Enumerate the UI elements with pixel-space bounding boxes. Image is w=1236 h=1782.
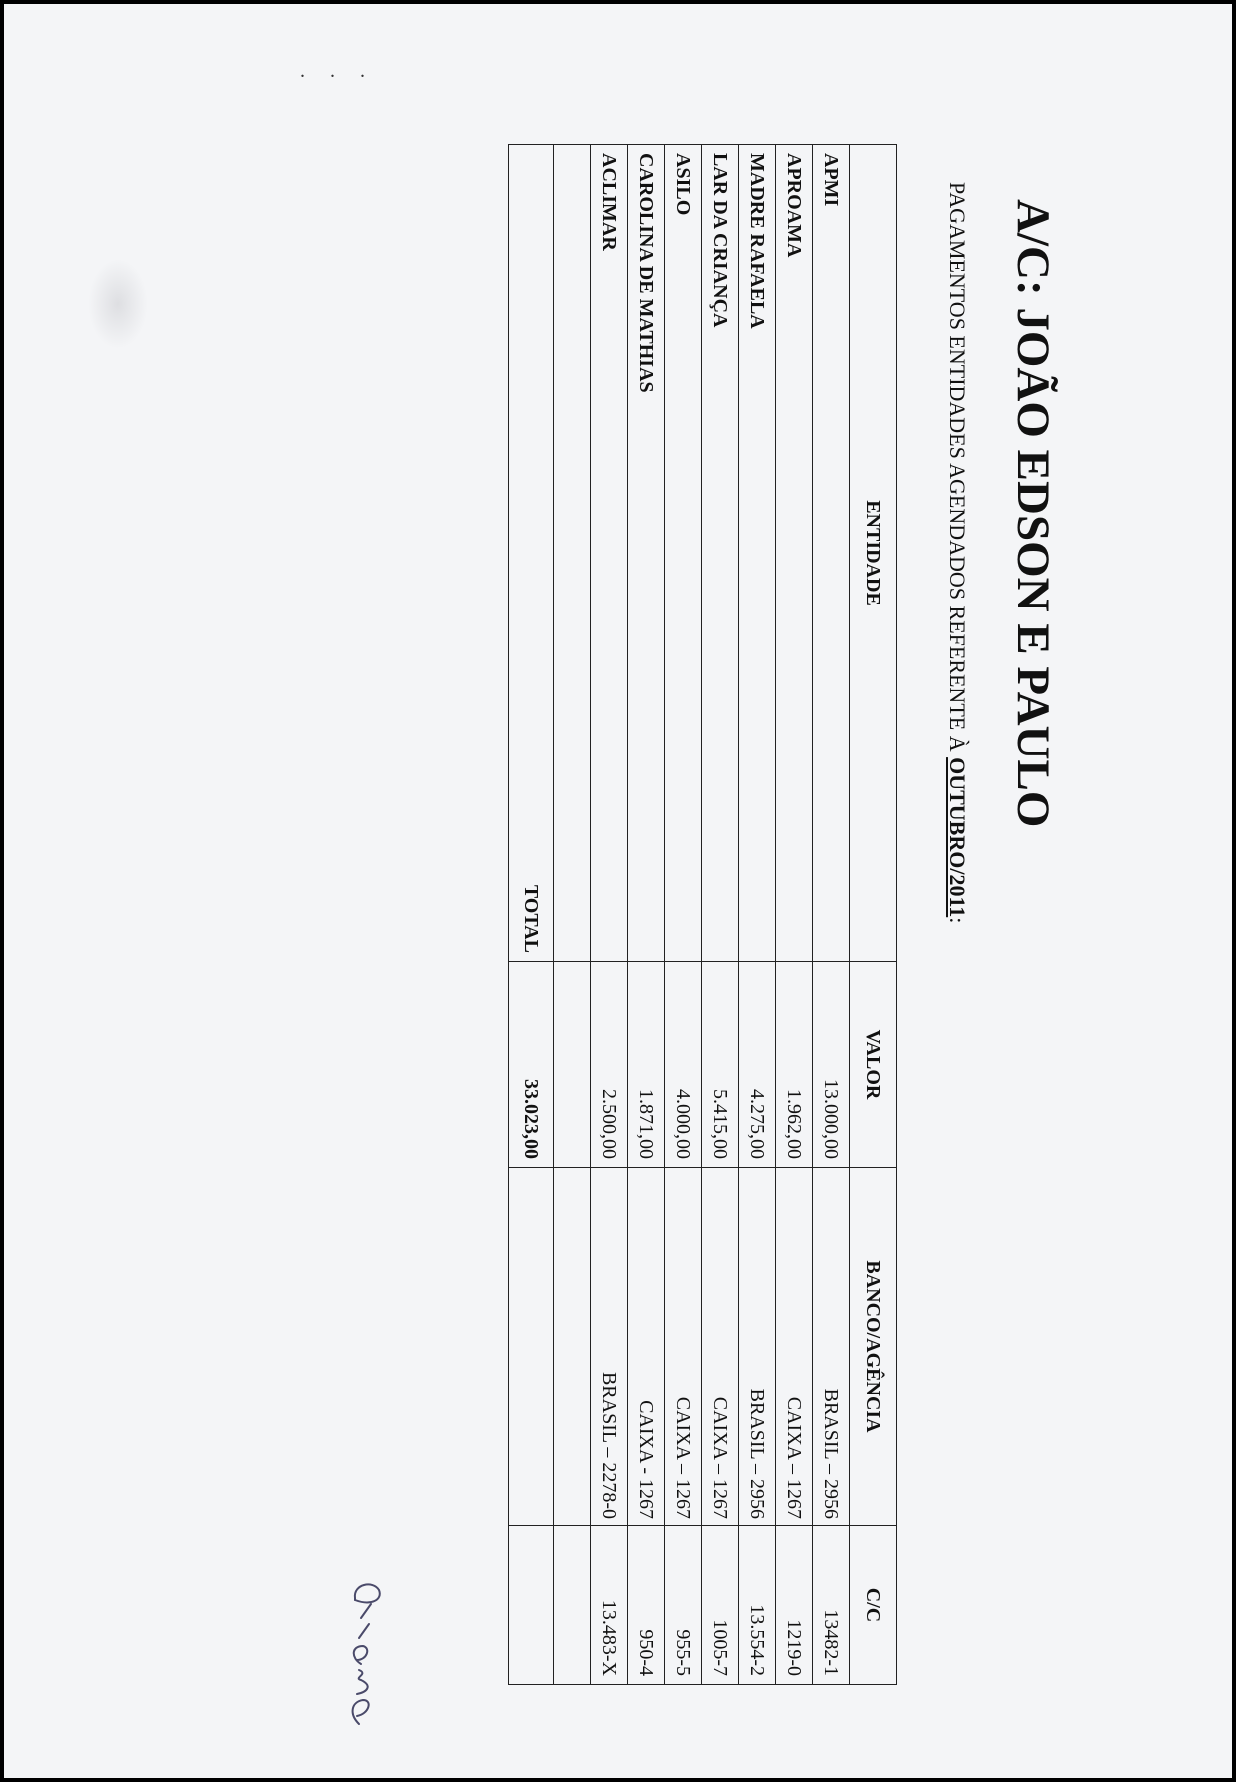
table-row	[813, 145, 850, 1685]
header-banco-agencia: BANCO/AGÊNCIA	[850, 1168, 897, 1526]
cell-valor: 4.275,00	[739, 962, 776, 1168]
scan-specks: . . .	[300, 60, 375, 82]
header-cc: C/C	[850, 1526, 897, 1685]
cell-cc: 950-4	[628, 1526, 665, 1685]
header-valor: VALOR	[850, 962, 897, 1168]
cell-valor: 4.000,00	[665, 962, 702, 1168]
handwritten-annotation	[339, 1574, 409, 1734]
total-value: 33.023,00	[509, 962, 554, 1168]
total-label: TOTAL	[509, 145, 554, 962]
cell-banco: CAIXA – 1267	[702, 1168, 739, 1526]
cell-entidade: ACLIMAR	[591, 145, 628, 962]
cell-entidade: MADRE RAFAELA	[739, 145, 776, 962]
cell-banco: BRASIL – 2956	[813, 1168, 850, 1526]
cell-cc: 955-5	[665, 1526, 702, 1685]
cell-cc: 13.483-X	[591, 1526, 628, 1685]
subtitle-suffix: :	[945, 917, 970, 924]
cell-empty	[554, 1168, 591, 1526]
table-row	[702, 145, 739, 1685]
document-title: A/C: JOÃO EDSON E PAULO	[1007, 199, 1059, 828]
table-row-empty	[554, 145, 591, 1685]
cell-banco: CAIXA – 1267	[776, 1168, 813, 1526]
cell-entidade: LAR DA CRIANÇA	[702, 145, 739, 962]
document-subtitle	[944, 182, 970, 923]
subtitle-period: OUTUBRO/2011	[945, 757, 970, 918]
table-row	[628, 145, 665, 1685]
cell-valor: 13.000,00	[813, 962, 850, 1168]
scanned-page	[4, 4, 1232, 1778]
cell-entidade: APMI	[813, 145, 850, 962]
cell-banco: CAIXA - 1267	[628, 1168, 665, 1526]
cell-entidade: ASILO	[665, 145, 702, 962]
cell-valor: 5.415,00	[702, 962, 739, 1168]
table-header-row	[850, 145, 897, 1685]
cell-banco: BRASIL – 2956	[739, 1168, 776, 1526]
cell-valor: 1.962,00	[776, 962, 813, 1168]
rotated-content	[4, 4, 1232, 1778]
payments-table	[508, 144, 897, 1685]
table-row	[776, 145, 813, 1685]
cell-empty	[509, 1168, 554, 1526]
cell-cc: 1219-0	[776, 1526, 813, 1685]
table-row	[665, 145, 702, 1685]
cell-cc: 13482-1	[813, 1526, 850, 1685]
table-total-row	[509, 145, 554, 1685]
table-row	[591, 145, 628, 1685]
cell-cc: 13.554-2	[739, 1526, 776, 1685]
cell-valor: 1.871,00	[628, 962, 665, 1168]
cell-empty	[509, 1526, 554, 1685]
cell-entidade: APROAMA	[776, 145, 813, 962]
subtitle-prefix: PAGAMENTOS ENTIDADES AGENDADOS REFERENTE À	[945, 182, 970, 758]
cell-valor: 2.500,00	[591, 962, 628, 1168]
cell-empty	[554, 1526, 591, 1685]
table-row	[739, 145, 776, 1685]
cell-empty	[554, 962, 591, 1168]
cell-banco: BRASIL – 2278-0	[591, 1168, 628, 1526]
cell-empty	[554, 145, 591, 962]
cell-cc: 1005-7	[702, 1526, 739, 1685]
cell-banco: CAIXA – 1267	[665, 1168, 702, 1526]
header-entidade: ENTIDADE	[850, 145, 897, 962]
cell-entidade: CAROLINA DE MATHIAS	[628, 145, 665, 962]
